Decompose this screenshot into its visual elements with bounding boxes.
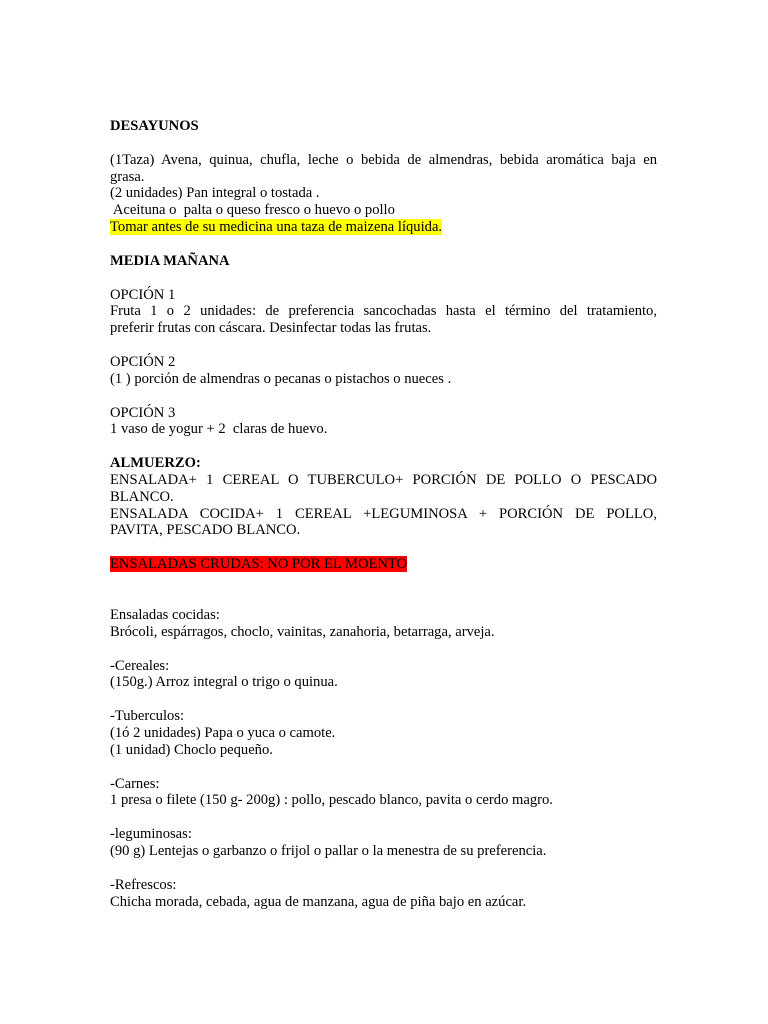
paragraph-line: preferir frutas con cáscara. Desinfectar todas las frutas. (110, 320, 432, 337)
option-title: OPCIÓN 3 (110, 404, 176, 421)
paragraph-line: Fruta 1 o 2 unidades: de preferencia sancochadas hasta el término del tratamiento, (110, 303, 657, 320)
section-title-almuerzo: ALMUERZO: (110, 455, 201, 472)
paragraph-line: 1 vaso de yogur + 2 claras de huevo. (110, 421, 328, 438)
paragraph-line: (1 ) porción de almendras o pecanas o pistachos o nueces . (110, 370, 452, 387)
paragraph-line: ENSALADA+ 1 CEREAL O TUBERCULO+ PORCIÓN DE POLLO O PESCADO (110, 471, 657, 488)
paragraph-line: grasa. (110, 168, 145, 185)
group-title: -Carnes: (110, 775, 160, 792)
group-title: -Refrescos: (110, 876, 177, 893)
paragraph-line: Brócoli, espárragos, choclo, vainitas, zanahoria, betarraga, arveja. (110, 623, 495, 640)
paragraph-line: (1 unidad) Choclo pequeño. (110, 741, 273, 758)
paragraph-line: Chicha morada, cebada, agua de manzana, agua de piña bajo en azúcar. (110, 893, 527, 910)
section-title-desayunos: DESAYUNOS (110, 118, 199, 134)
paragraph-line: Aceituna o palta o queso fresco o huevo o pollo (110, 202, 395, 219)
paragraph-line: 1 presa o filete (150 g- 200g) : pollo, pescado blanco, pavita o cerdo magro. (110, 792, 553, 809)
paragraph-line: (2 unidades) Pan integral o tostada . (110, 185, 320, 202)
document-body (110, 118, 657, 910)
paragraph-line: ENSALADA COCIDA+ 1 CEREAL +LEGUMINOSA + PORCIÓN DE POLLO, (110, 505, 657, 522)
warning-highlight: ENSALADAS CRUDAS: NO POR EL MOENTO (110, 556, 408, 573)
group-title: -Tuberculos: (110, 708, 185, 725)
paragraph-line: (90 g) Lentejas o garbanzo o frijol o pallar o la menestra de su preferencia. (110, 842, 547, 859)
option-title: OPCIÓN 2 (110, 353, 176, 370)
group-title: -leguminosas: (110, 826, 192, 843)
paragraph-line: BLANCO. (110, 488, 174, 505)
group-title: Ensaladas cocidas: (110, 606, 220, 623)
paragraph-line: PAVITA, PESCADO BLANCO. (110, 522, 301, 539)
group-title: -Cereales: (110, 657, 170, 674)
paragraph-line: (1ó 2 unidades) Papa o yuca o camote. (110, 724, 336, 741)
highlighted-note: Tomar antes de su medicina una taza de maizena líquida. (110, 218, 443, 235)
paragraph-line: (1Taza) Avena, quinua, chufla, leche o bebida de almendras, bebida aromática baja en (110, 151, 657, 168)
option-title: OPCIÓN 1 (110, 286, 176, 303)
paragraph-line: (150g.) Arroz integral o trigo o quinua. (110, 674, 338, 691)
section-title-media-manana: MEDIA MAÑANA (110, 252, 230, 269)
